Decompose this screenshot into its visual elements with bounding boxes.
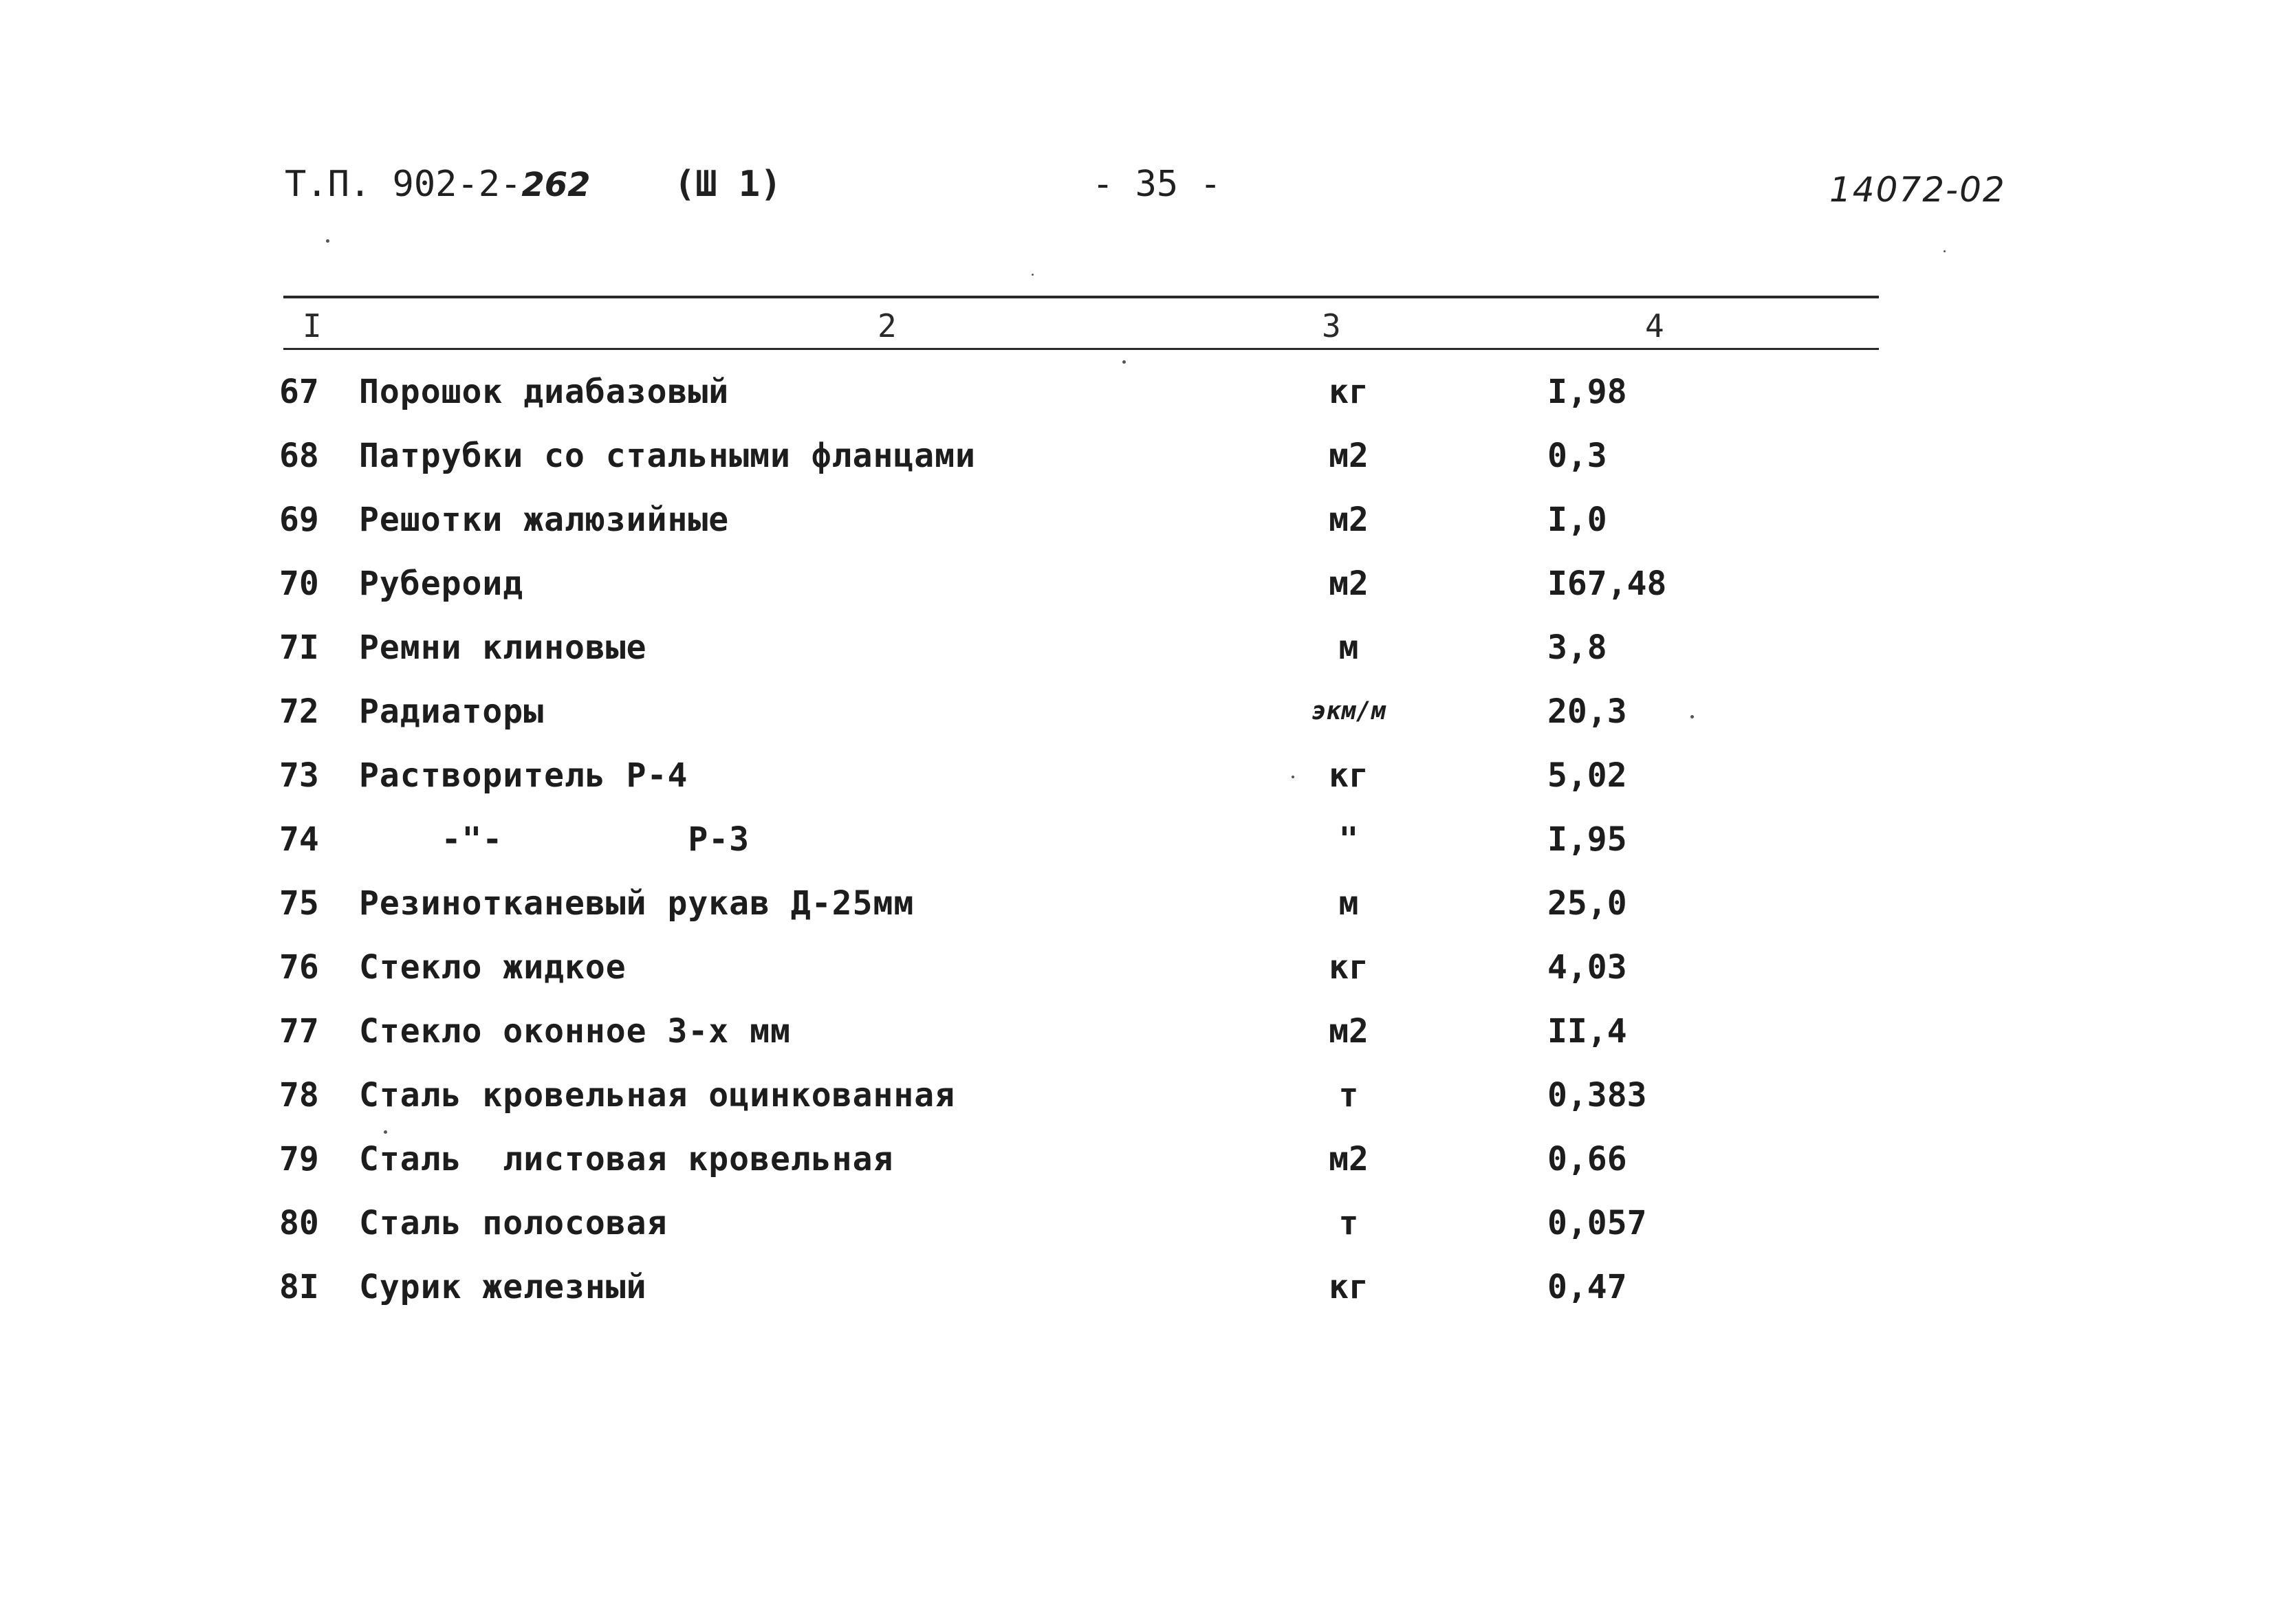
unit: " xyxy=(1338,820,1359,859)
unit: кг xyxy=(1329,948,1369,987)
scan-speck xyxy=(384,1130,387,1134)
quantity: 3,8 xyxy=(1547,628,1607,667)
project-code-prefix: Т.П. 902-2- xyxy=(285,164,522,205)
material-name: Патрубки со стальными фланцами xyxy=(359,437,976,475)
quantity: 0,3 xyxy=(1547,437,1607,475)
scan-speck xyxy=(326,239,329,243)
quantity: I67,48 xyxy=(1547,564,1667,603)
table-row xyxy=(0,364,2275,428)
row-number: 79 xyxy=(279,1140,319,1178)
document-number: 14072-02 xyxy=(1829,170,2006,210)
table-header-rule xyxy=(283,348,1879,350)
quantity: 20,3 xyxy=(1547,692,1627,731)
material-name: Стекло оконное 3-х мм xyxy=(359,1012,791,1051)
material-name: Сталь кровельная оцинкованная xyxy=(359,1076,956,1115)
unit: м2 xyxy=(1329,437,1369,475)
quantity: II,4 xyxy=(1547,1012,1627,1051)
row-number: 73 xyxy=(279,756,319,795)
scan-speck xyxy=(1944,250,1946,252)
unit: м xyxy=(1338,884,1359,923)
table-top-rule xyxy=(283,296,1879,298)
unit: кг xyxy=(1329,756,1369,795)
row-number: 68 xyxy=(279,437,319,475)
quantity: I,95 xyxy=(1547,820,1627,859)
scan-speck xyxy=(1122,360,1126,364)
material-name: Растворитель Р-4 xyxy=(359,756,688,795)
column-header-4: 4 xyxy=(1645,307,1664,344)
row-number: 80 xyxy=(279,1204,319,1242)
quantity: 0,057 xyxy=(1547,1204,1647,1242)
unit: м2 xyxy=(1329,564,1369,603)
page-number: - 35 - xyxy=(1092,164,1221,205)
row-number: 69 xyxy=(279,501,319,539)
material-name: Рубероид xyxy=(359,564,524,603)
quantity: 5,02 xyxy=(1547,756,1627,795)
material-name: Радиаторы xyxy=(359,692,545,731)
unit: экм/м xyxy=(1311,697,1386,725)
project-code-handwritten: 262 xyxy=(521,166,591,204)
table-row xyxy=(0,492,2275,556)
row-number: 75 xyxy=(279,884,319,923)
quantity: 4,03 xyxy=(1547,948,1627,987)
unit: т xyxy=(1338,1204,1359,1242)
column-header-3: 3 xyxy=(1322,307,1341,344)
material-name: Сурик железный xyxy=(359,1268,647,1306)
unit: м2 xyxy=(1329,1140,1369,1178)
unit: кг xyxy=(1329,1268,1369,1306)
row-number: 76 xyxy=(279,948,319,987)
column-header-2: 2 xyxy=(878,307,897,344)
material-name: Резинотканевый рукав Д-25мм xyxy=(359,884,915,923)
table-row xyxy=(0,556,2275,620)
album-mark: (Ш 1) xyxy=(674,164,782,205)
unit: м xyxy=(1338,628,1359,667)
scan-speck xyxy=(1690,715,1694,718)
material-name: Сталь полосовая xyxy=(359,1204,668,1242)
unit: м2 xyxy=(1329,501,1369,539)
table-row xyxy=(0,1260,2275,1324)
materials-table xyxy=(0,364,2275,1324)
column-header-1: I xyxy=(303,307,322,344)
material-name: Ремни клиновые xyxy=(359,628,647,667)
unit: кг xyxy=(1329,373,1369,411)
quantity: I,0 xyxy=(1547,501,1607,539)
table-row xyxy=(0,876,2275,940)
material-name: Порошок диабазовый xyxy=(359,373,730,411)
table-row xyxy=(0,620,2275,684)
table-row xyxy=(0,1068,2275,1132)
row-number: 8I xyxy=(279,1268,319,1306)
material-name: Решотки жалюзийные xyxy=(359,501,730,539)
quantity: 0,66 xyxy=(1547,1140,1627,1178)
row-number: 77 xyxy=(279,1012,319,1051)
project-code xyxy=(285,162,591,207)
table-row xyxy=(0,940,2275,1004)
table-row xyxy=(0,1132,2275,1196)
row-number: 7I xyxy=(279,628,319,667)
unit: т xyxy=(1338,1076,1359,1115)
quantity: 0,383 xyxy=(1547,1076,1647,1115)
scan-speck xyxy=(1032,274,1034,276)
quantity: I,98 xyxy=(1547,373,1627,411)
row-number: 67 xyxy=(279,373,319,411)
table-row xyxy=(0,428,2275,492)
material-name: -"- Р-3 xyxy=(359,820,750,859)
material-name: Стекло жидкое xyxy=(359,948,627,987)
row-number: 74 xyxy=(279,820,319,859)
table-row xyxy=(0,812,2275,876)
row-number: 78 xyxy=(279,1076,319,1115)
table-row xyxy=(0,1196,2275,1260)
quantity: 0,47 xyxy=(1547,1268,1627,1306)
scan-speck xyxy=(1292,776,1294,778)
row-number: 72 xyxy=(279,692,319,731)
table-row xyxy=(0,684,2275,748)
unit: м2 xyxy=(1329,1012,1369,1051)
table-row xyxy=(0,1004,2275,1068)
quantity: 25,0 xyxy=(1547,884,1627,923)
material-name: Сталь листовая кровельная xyxy=(359,1140,894,1178)
table-row xyxy=(0,748,2275,812)
row-number: 70 xyxy=(279,564,319,603)
